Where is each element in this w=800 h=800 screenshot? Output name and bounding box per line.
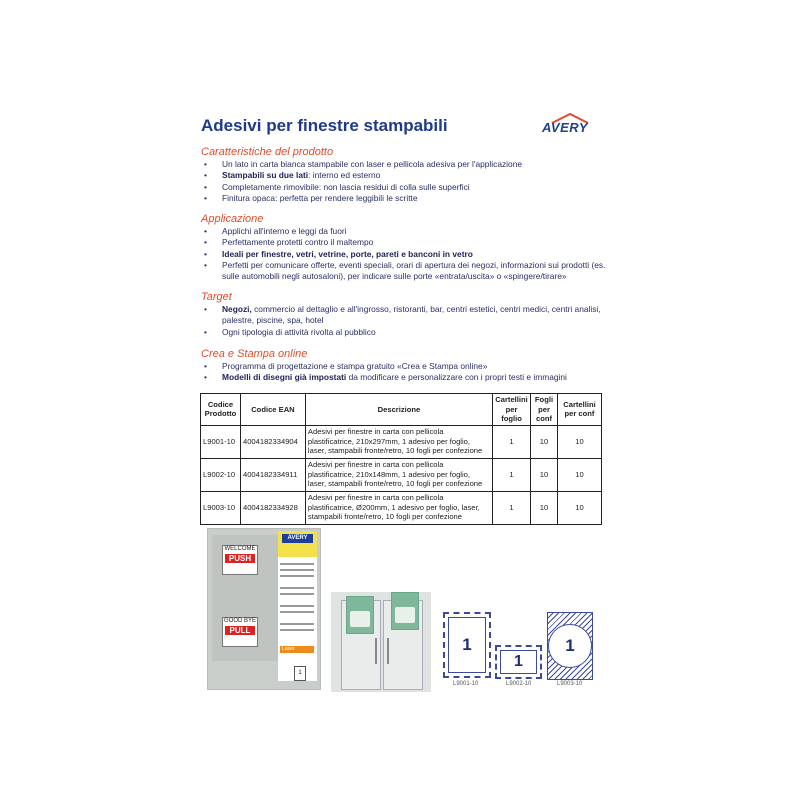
- table-cell: L9001-10: [201, 425, 241, 458]
- product-table: [200, 393, 602, 525]
- table-cell: 1: [493, 425, 531, 458]
- list-item: • Ogni tipologia di attività rivolta al pubblico: [201, 327, 611, 338]
- table-cell: 4004182334911: [240, 458, 305, 491]
- column-header: Descrizione: [305, 394, 492, 426]
- table-cell: 10: [557, 458, 601, 491]
- label-template-a5: [495, 645, 542, 679]
- table-cell: 4004182334904: [240, 425, 305, 458]
- list-item: • Completamente rimovibile: non lascia residui di colla sulle superfici: [201, 182, 522, 193]
- list-item: • Programma di progettazione e stampa gratuito «Crea e Stampa online»: [201, 361, 611, 372]
- column-header: Cartellini per conf: [557, 394, 601, 426]
- label-caption: L9001-10: [453, 681, 479, 687]
- laser-band: Laser: [280, 646, 314, 653]
- label-template-a4: [443, 612, 491, 678]
- list-item: • Applichi all'interno e leggi da fuori: [201, 226, 611, 237]
- logo-text: AVERY: [542, 120, 589, 135]
- package-text-line: [280, 563, 314, 565]
- sticker-panel: [395, 607, 415, 623]
- door-sticker: [346, 596, 374, 634]
- table-cell: 10: [557, 491, 601, 524]
- label-caption: L9003-10: [557, 681, 583, 687]
- table-row: [201, 458, 602, 491]
- table-cell: 1: [493, 491, 531, 524]
- sticker-panel: [350, 611, 370, 627]
- doors-photo: [331, 592, 431, 692]
- sign-top-text: GOOD BYE: [223, 618, 256, 624]
- sign-main-text: PUSH: [225, 554, 255, 563]
- label-number: 1: [448, 617, 486, 673]
- label-caption: L9002-10: [506, 681, 532, 687]
- table-cell: Adesivi per finestre in carta con pellicola plastificatrice, 210x297mm, 1 adesivo per foglio, laser, stampabili fronte/retro, 10 fogli per confezione: [305, 425, 492, 458]
- column-header: Codice Prodotto: [201, 394, 241, 426]
- label-template-round: [547, 612, 593, 680]
- table-header-row: [201, 394, 602, 426]
- welcome-push-sign: [222, 545, 258, 575]
- package-text-line: [280, 587, 314, 589]
- sign-main-text: PULL: [225, 626, 255, 635]
- section-heading: Target: [201, 291, 232, 303]
- list-item: • Modelli di disegni già impostati da modificare e personalizzare con i propri testi e immagini: [201, 372, 611, 383]
- list-item: • Ideali per finestre, vetri, vetrine, porte, pareti e banconi in vetro: [201, 249, 611, 260]
- section-heading: Caratteristiche del prodotto: [201, 146, 334, 158]
- column-header: Fogli per conf: [531, 394, 558, 426]
- list-item: • Stampabili su due lati: interno ed esterno: [201, 170, 522, 181]
- label-number: 1: [500, 650, 537, 674]
- page-title: Adesivi per finestre stampabili: [201, 116, 448, 135]
- package-text-line: [280, 593, 314, 595]
- column-header: Codice EAN: [240, 394, 305, 426]
- section-application: [201, 213, 611, 282]
- section-heading: Applicazione: [201, 213, 264, 225]
- table-cell: Adesivi per finestre in carta con pellicola plastificatrice, 210x148mm, 1 adesivo per foglio, laser, stampabili fronte/retro, 10 fogli per confezione: [305, 458, 492, 491]
- table-cell: 10: [531, 491, 558, 524]
- door-handle: [375, 638, 377, 664]
- section-create-print: [201, 348, 611, 384]
- table-cell: L9002-10: [201, 458, 241, 491]
- package-text-line: [280, 575, 314, 577]
- door-sticker: [391, 592, 419, 630]
- sign-top-text: WELCOME: [224, 546, 256, 552]
- table-cell: 10: [531, 425, 558, 458]
- label-number: 1: [548, 624, 592, 668]
- table-cell: 4004182334928: [240, 491, 305, 524]
- table-cell: 10: [531, 458, 558, 491]
- list-item: • Un lato in carta bianca stampabile con laser e pellicola adesiva per l'applicazione: [201, 159, 522, 170]
- column-header: Cartellini per foglio: [493, 394, 531, 426]
- table-cell: Adesivi per finestre in carta con pellicola plastificatrice, Ø200mm, 1 adesivo per foglio, laser, stampabili fronte/retro, 10 fogli per confezione: [305, 491, 492, 524]
- section-target: [201, 291, 611, 338]
- avery-logo: [540, 112, 598, 138]
- section-features: [201, 146, 522, 204]
- list-item: • Finitura opaca: perfetta per rendere leggibili le scritte: [201, 193, 522, 204]
- goodbye-pull-sign: [222, 617, 258, 647]
- package-count-box: 1: [294, 666, 306, 681]
- package-brand: AVERY: [282, 534, 313, 543]
- table-row: [201, 491, 602, 524]
- table-row: [201, 425, 602, 458]
- table-cell: L9003-10: [201, 491, 241, 524]
- door-handle: [387, 638, 389, 664]
- list-item: • Negozi, commercio al dettaglio e all'ingrosso, ristoranti, bar, centri estetici, centri medici, centri analisi, palestre, piscine, spa, hotel: [201, 304, 611, 327]
- package-text-line: [280, 569, 314, 571]
- table-cell: 1: [493, 458, 531, 491]
- table-cell: 10: [557, 425, 601, 458]
- package-text-line: [280, 623, 314, 625]
- package-text-line: [280, 629, 314, 631]
- list-item: • Perfettamente protetti contro il maltempo: [201, 237, 611, 248]
- package-text-line: [280, 611, 314, 613]
- section-heading: Crea e Stampa online: [201, 348, 308, 360]
- package-text-line: [280, 605, 314, 607]
- product-package-image: [207, 528, 321, 690]
- list-item: • Perfetti per comunicare offerte, eventi speciali, orari di apertura dei negozi, informazioni sui prodotti (es. sulle automobili negli autosaloni), per indicare sulle porte «entrata/uscita» o «spingere/tirare»: [201, 260, 611, 283]
